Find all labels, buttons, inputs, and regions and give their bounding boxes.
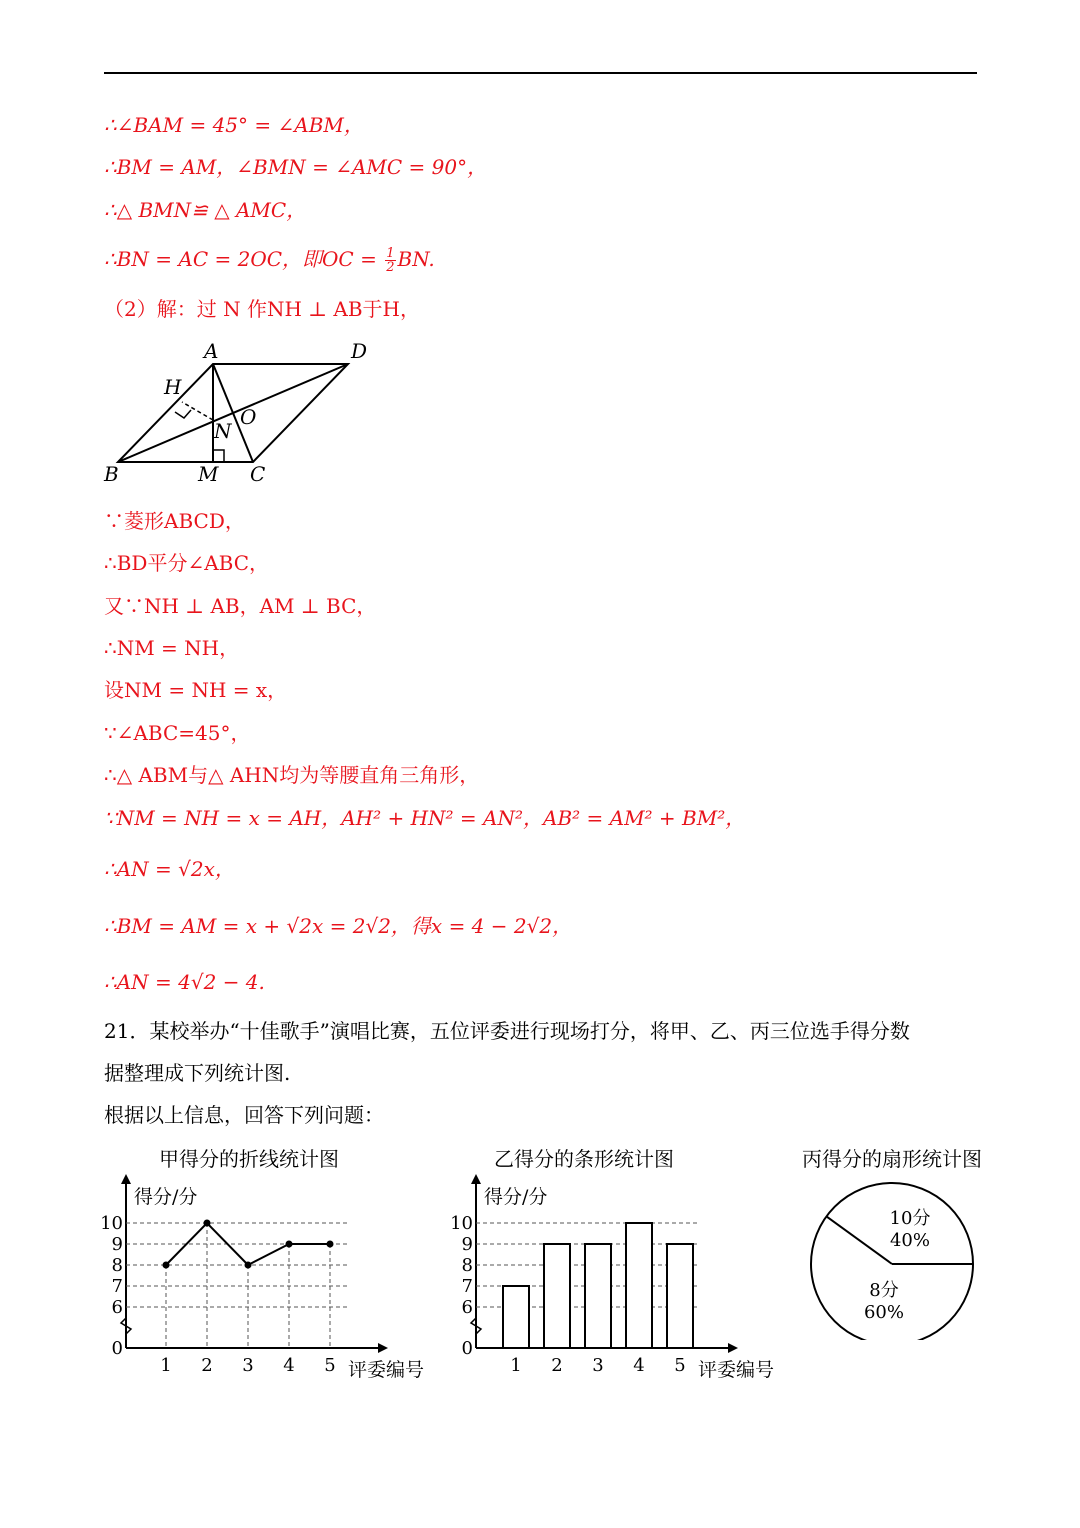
data-point: [286, 1241, 293, 1248]
bar-chart: [450, 1140, 790, 1390]
data-point: [327, 1241, 334, 1248]
question-line-3: 根据以上信息，回答下列问题：: [104, 1103, 384, 1127]
bar: [544, 1244, 570, 1348]
rhombus-figure: [98, 338, 388, 490]
y-tick-label: 0: [461, 1338, 473, 1359]
fraction-denominator: 2: [386, 260, 395, 275]
y-tick-label: 10: [100, 1213, 123, 1234]
data-point: [204, 1220, 211, 1227]
label-b: B: [104, 462, 119, 486]
data-point: [163, 1262, 170, 1269]
line4-suffix: BN.: [397, 247, 435, 271]
label-a: A: [204, 339, 219, 363]
step-final: ∴AN = 4√2 − 4.: [104, 970, 265, 994]
bar: [503, 1286, 529, 1348]
y-tick-label: 9: [461, 1234, 473, 1255]
y-tick-label: 6: [461, 1297, 473, 1318]
label-n: N: [214, 419, 232, 443]
y-tick-label: 8: [111, 1255, 123, 1276]
step-4: ∴NM = NH，: [104, 636, 240, 660]
bar-chart-title: 乙得分的条形统计图: [494, 1147, 674, 1171]
fraction-half: [385, 247, 395, 274]
solution-line-3: ∴△ BMN≌ △ AMC，: [104, 198, 307, 222]
right-angle-m: [213, 450, 224, 462]
bar: [667, 1244, 693, 1348]
y-tick-label: 9: [111, 1234, 123, 1255]
fraction-numerator: 1: [386, 246, 395, 261]
label-c: C: [250, 462, 266, 486]
bar: [626, 1223, 652, 1348]
x-tick-label: 4: [633, 1355, 645, 1376]
x-axis-arrow: [378, 1343, 388, 1353]
x-axis-arrow: [728, 1343, 738, 1353]
x-tick-label: 2: [551, 1355, 563, 1376]
x-tick-label: 1: [510, 1355, 522, 1376]
x-tick-label: 1: [160, 1355, 172, 1376]
x-tick-label: 3: [242, 1355, 254, 1376]
x-tick-label: 3: [592, 1355, 604, 1376]
label-o: O: [240, 405, 257, 429]
solution-line-4: [104, 246, 435, 274]
y-tick-label: 7: [461, 1276, 473, 1297]
pie-chart: [800, 1140, 1000, 1340]
step-an: ∴AN = √2x，: [104, 857, 235, 881]
question-line-2: 据整理成下列统计图.: [104, 1061, 291, 1085]
data-point: [245, 1262, 252, 1269]
step-1: ∵菱形ABCD，: [104, 509, 245, 533]
pie-chart-title: 丙得分的扇形统计图: [802, 1147, 982, 1171]
bar-chart-xlabel: 评委编号: [698, 1359, 775, 1381]
slice-percent: 40%: [889, 1230, 931, 1251]
x-tick-label: 2: [201, 1355, 213, 1376]
label-d: D: [351, 339, 368, 363]
line4-prefix: ∴BN = AC = 2OC，即OC =: [104, 247, 384, 271]
line-chart-ylabel: 得分/分: [134, 1186, 198, 1208]
y-tick-label: 0: [111, 1338, 123, 1359]
step-3: 又∵NH ⊥ AB，AM ⊥ BC，: [104, 594, 377, 618]
line-chart: [100, 1140, 440, 1390]
label-h: H: [164, 375, 182, 399]
x-tick-label: 5: [324, 1355, 336, 1376]
y-tick-label: 7: [111, 1276, 123, 1297]
step-6: ∵∠ABC=45°，: [104, 721, 251, 745]
y-tick-label: 8: [461, 1255, 473, 1276]
slice-label: 8分: [869, 1280, 899, 1301]
y-tick-label: 10: [450, 1213, 473, 1234]
y-axis-arrow: [471, 1174, 481, 1184]
solution-line-1: ∴∠BAM = 45° = ∠ABM，: [104, 113, 364, 137]
label-m: M: [198, 462, 219, 486]
question-line-1: 21．某校举办“十佳歌手”演唱比赛，五位评委进行现场打分，将甲、乙、丙三位选手得分数: [104, 1019, 910, 1043]
y-axis-arrow: [121, 1174, 131, 1184]
right-angle-h: [175, 410, 191, 418]
line-chart-xlabel: 评委编号: [348, 1359, 425, 1381]
step-5: 设NM = NH = x，: [104, 678, 288, 702]
part2-heading: （2）解：过 N 作NH ⊥ AB于H，: [104, 297, 420, 321]
header-rule: [104, 72, 977, 74]
x-tick-label: 5: [674, 1355, 686, 1376]
step-2: ∴BD平分∠ABC，: [104, 551, 270, 575]
segment-nh-dashed: [182, 402, 213, 420]
bar-chart-ylabel: 得分/分: [484, 1186, 548, 1208]
line-chart-title: 甲得分的折线统计图: [159, 1147, 339, 1171]
y-tick-label: 6: [111, 1297, 123, 1318]
x-tick-label: 4: [283, 1355, 295, 1376]
step-7: ∴△ ABM与△ AHN均为等腰直角三角形，: [104, 763, 480, 787]
slice-percent: 60%: [863, 1302, 905, 1323]
step-squares: ∵NM = NH = x = AH，AH² + HN² = AN²，AB² = AM² + BM²，: [104, 806, 746, 830]
bar: [585, 1244, 611, 1348]
slice-label: 10分: [889, 1208, 931, 1229]
step-bm: ∴BM = AM = x + √2x = 2√2，得x = 4 − 2√2，: [104, 914, 573, 938]
solution-line-2: ∴BM = AM，∠BMN = ∠AMC = 90°，: [104, 155, 488, 179]
